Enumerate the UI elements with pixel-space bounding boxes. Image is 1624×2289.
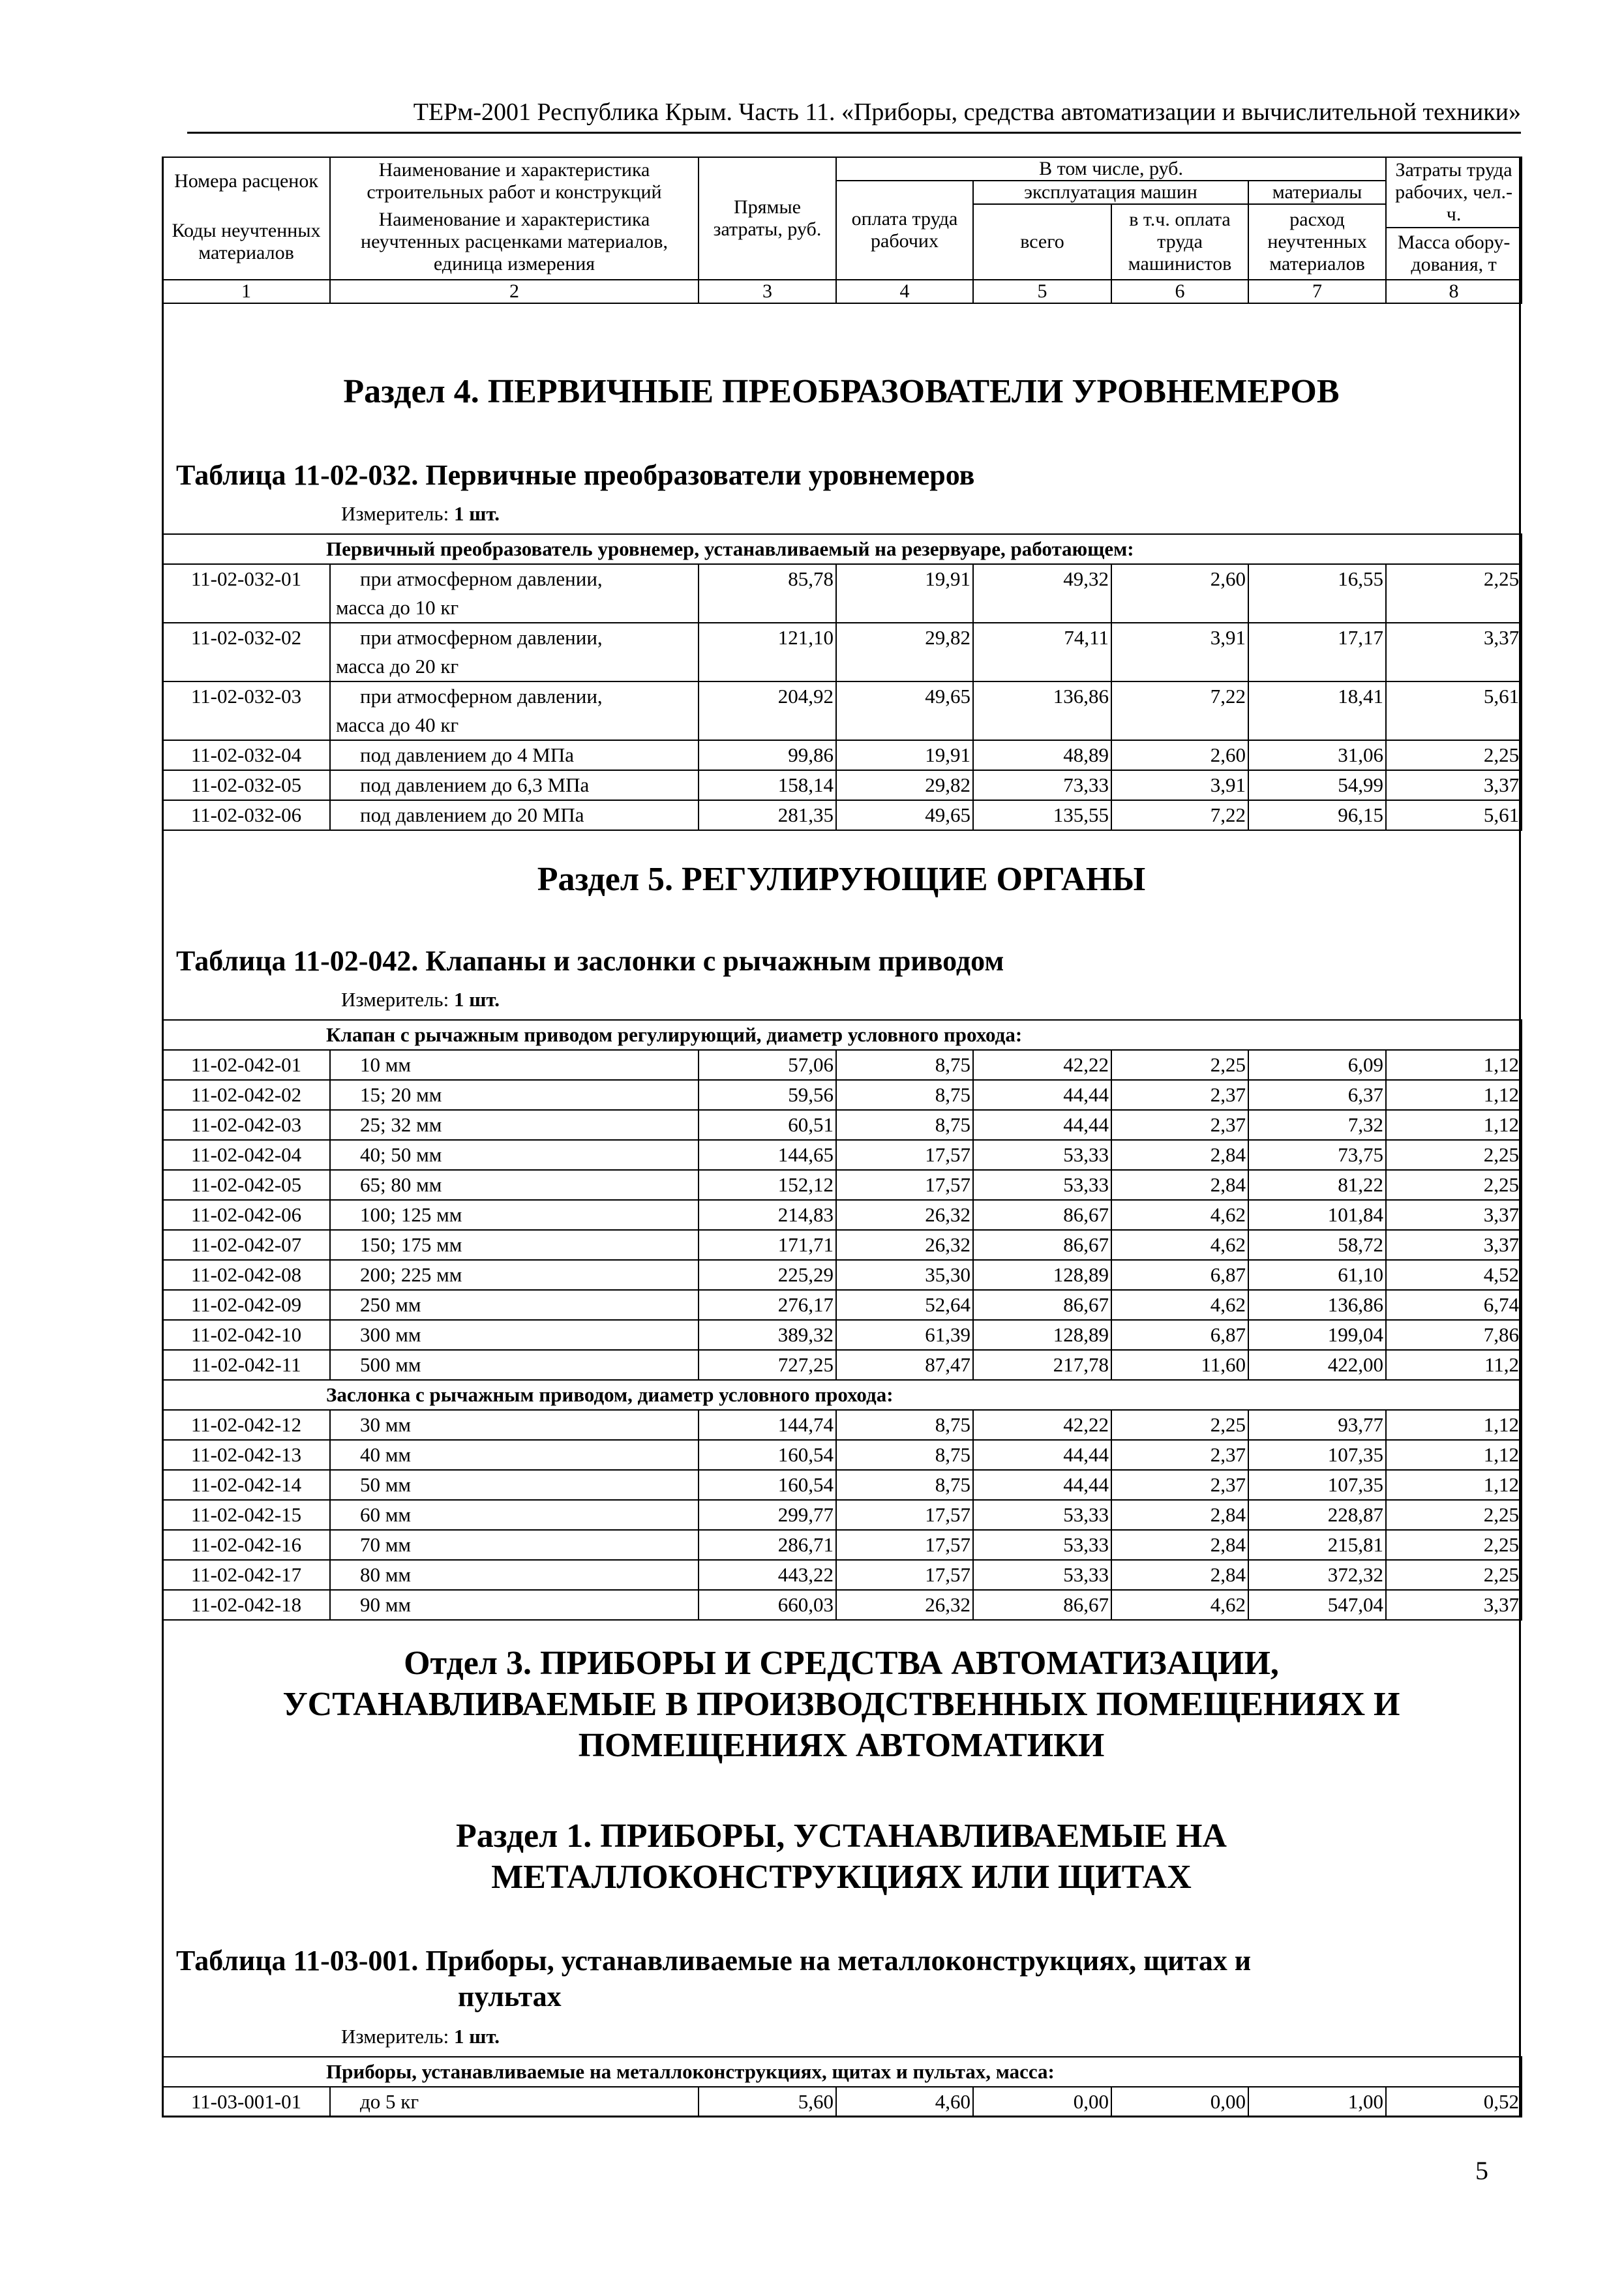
- labor-hours: 3,37: [1386, 1590, 1522, 1620]
- direct-costs: 171,71: [699, 1230, 836, 1260]
- machinists-pay: 2,25: [1111, 1050, 1248, 1080]
- machines-total: 42,22: [973, 1410, 1111, 1440]
- machines-total: 217,78: [973, 1350, 1111, 1380]
- materials: 6,37: [1248, 1080, 1386, 1110]
- item-name-line2: масса до 20 кг: [336, 655, 459, 678]
- machines-total: 44,44: [973, 1470, 1111, 1500]
- direct-costs: 160,54: [699, 1470, 836, 1500]
- table-row: [162, 1140, 1522, 1170]
- worker-pay: 17,57: [836, 1140, 973, 1170]
- materials: 17,17: [1248, 623, 1386, 681]
- item-name: 70 мм: [330, 1530, 699, 1560]
- direct-costs: 389,32: [699, 1320, 836, 1350]
- hdr-c3: Прямые затраты, руб.: [699, 157, 836, 280]
- table-row: [162, 1050, 1522, 1080]
- worker-pay: 49,65: [836, 800, 973, 830]
- table-row: [162, 1590, 1522, 1620]
- item-name: 40 мм: [330, 1440, 699, 1470]
- labor-hours: 5,61: [1386, 800, 1522, 830]
- item-name: [330, 623, 699, 681]
- table-11-02-042-title: Таблица 11-02-042. Клапаны и заслонки с рычажным приводом: [176, 945, 1004, 977]
- materials: 199,04: [1248, 1320, 1386, 1350]
- direct-costs: 5,60: [699, 2087, 836, 2117]
- section-5-title: Раздел 5. РЕГУЛИРУЮЩИЕ ОРГАНЫ: [537, 861, 1146, 898]
- group-heading: Приборы, устанавливаемые на металлоконструкциях, щитах и пультах, масса:: [162, 2057, 1522, 2087]
- measure-line: Измеритель: 1 шт.: [341, 2025, 500, 2048]
- table-row: [162, 1170, 1522, 1200]
- worker-pay: 52,64: [836, 1290, 973, 1320]
- labor-hours: 1,12: [1386, 1110, 1522, 1140]
- materials: 136,86: [1248, 1290, 1386, 1320]
- item-name: 300 мм: [330, 1320, 699, 1350]
- item-name-line1: при атмосферном давлении,: [360, 567, 603, 590]
- materials: 93,77: [1248, 1410, 1386, 1440]
- table-row: [162, 1500, 1522, 1530]
- machinists-pay: 0,00: [1111, 2087, 1248, 2117]
- otdel-3-title-line3: ПОМЕЩЕНИЯХ АВТОМАТИКИ: [578, 1727, 1105, 1764]
- rate-code: 11-02-042-04: [162, 1140, 330, 1170]
- otdel-3-title-line2: УСТАНАВЛИВАЕМЫЕ В ПРОИЗВОДСТВЕННЫХ ПОМЕЩЕНИЯХ И: [282, 1686, 1400, 1723]
- machines-total: 48,89: [973, 740, 1111, 770]
- table-row: [162, 1440, 1522, 1470]
- machinists-pay: 7,22: [1111, 681, 1248, 740]
- direct-costs: 286,71: [699, 1530, 836, 1560]
- rate-code: 11-02-042-08: [162, 1260, 330, 1290]
- hdr-c2-top: Наименование и характеристика строительных работ и конструкций: [330, 157, 699, 204]
- table-row: [162, 564, 1522, 623]
- section-4-title: Раздел 4. ПЕРВИЧНЫЕ ПРЕОБРАЗОВАТЕЛИ УРОВНЕМЕРОВ: [343, 373, 1340, 410]
- hdr-in-that: В том числе, руб.: [836, 157, 1386, 181]
- machines-total: 42,22: [973, 1050, 1111, 1080]
- table-row: [162, 1410, 1522, 1440]
- direct-costs: 276,17: [699, 1290, 836, 1320]
- materials: 1,00: [1248, 2087, 1386, 2117]
- col-num-3: 3: [699, 280, 836, 303]
- machines-total: 44,44: [973, 1110, 1111, 1140]
- direct-costs: 160,54: [699, 1440, 836, 1470]
- rate-code: 11-02-042-12: [162, 1410, 330, 1440]
- col-num-6: 6: [1111, 280, 1248, 303]
- rate-code: 11-02-032-04: [162, 740, 330, 770]
- rate-code: 11-02-042-03: [162, 1110, 330, 1140]
- worker-pay: 26,32: [836, 1230, 973, 1260]
- worker-pay: 26,32: [836, 1590, 973, 1620]
- otdel-3-title-line1: Отдел 3. ПРИБОРЫ И СРЕДСТВА АВТОМАТИЗАЦИИ,: [404, 1645, 1279, 1682]
- group-heading-row: [162, 2057, 1522, 2087]
- rate-code: 11-02-042-02: [162, 1080, 330, 1110]
- hdr-c4: оплата труда рабочих: [836, 181, 973, 280]
- labor-hours: 2,25: [1386, 1140, 1522, 1170]
- item-name: [330, 681, 699, 740]
- measure-line: Измеритель: 1 шт.: [341, 502, 500, 525]
- rate-code: 11-02-042-07: [162, 1230, 330, 1260]
- table-row: [162, 1200, 1522, 1230]
- group-heading-row: [162, 1380, 1522, 1410]
- worker-pay: 29,82: [836, 770, 973, 800]
- machinists-pay: 2,60: [1111, 740, 1248, 770]
- item-name-line1: при атмосферном давлении,: [360, 626, 603, 649]
- item-name-line2: масса до 10 кг: [336, 596, 459, 619]
- worker-pay: 35,30: [836, 1260, 973, 1290]
- rate-code: 11-02-032-06: [162, 800, 330, 830]
- labor-hours: 3,37: [1386, 623, 1522, 681]
- worker-pay: 19,91: [836, 564, 973, 623]
- worker-pay: 29,82: [836, 623, 973, 681]
- machinists-pay: 4,62: [1111, 1290, 1248, 1320]
- hdr-c1-bottom: Коды неучтенных материалов: [162, 204, 330, 280]
- rate-code: 11-02-042-09: [162, 1290, 330, 1320]
- worker-pay: 19,91: [836, 740, 973, 770]
- labor-hours: 2,25: [1386, 740, 1522, 770]
- hdr-machines: эксплуатация машин: [973, 181, 1248, 204]
- item-name: 30 мм: [330, 1410, 699, 1440]
- rate-code: 11-02-032-05: [162, 770, 330, 800]
- direct-costs: 299,77: [699, 1500, 836, 1530]
- machines-total: 44,44: [973, 1080, 1111, 1110]
- item-name: 65; 80 мм: [330, 1170, 699, 1200]
- rate-code: 11-02-042-05: [162, 1170, 330, 1200]
- direct-costs: 59,56: [699, 1080, 836, 1110]
- direct-costs: 144,74: [699, 1410, 836, 1440]
- labor-hours: 2,25: [1386, 1500, 1522, 1530]
- rate-code: 11-02-042-11: [162, 1350, 330, 1380]
- machinists-pay: 2,84: [1111, 1530, 1248, 1560]
- table-11-03-001-title-line1: Таблица 11-03-001. Приборы, устанавливаемые на металлоконструкциях, щитах и: [176, 1945, 1252, 1977]
- machinists-pay: 4,62: [1111, 1230, 1248, 1260]
- table-row: [162, 2087, 1522, 2117]
- labor-hours: 3,37: [1386, 1230, 1522, 1260]
- labor-hours: 1,12: [1386, 1470, 1522, 1500]
- machines-total: 53,33: [973, 1170, 1111, 1200]
- table-row: [162, 1110, 1522, 1140]
- machines-total: 53,33: [973, 1500, 1111, 1530]
- table-row: [162, 681, 1522, 740]
- item-name: до 5 кг: [330, 2087, 699, 2117]
- item-name-line2: масса до 40 кг: [336, 713, 459, 736]
- table-row: [162, 1470, 1522, 1500]
- worker-pay: 87,47: [836, 1350, 973, 1380]
- machinists-pay: 2,37: [1111, 1470, 1248, 1500]
- materials: 16,55: [1248, 564, 1386, 623]
- rate-code: 11-02-042-16: [162, 1530, 330, 1560]
- machines-total: 53,33: [973, 1560, 1111, 1590]
- item-name-line1: при атмосферном давлении,: [360, 685, 603, 708]
- labor-hours: 1,12: [1386, 1410, 1522, 1440]
- col-num-1: 1: [162, 280, 330, 303]
- col-num-2: 2: [330, 280, 699, 303]
- materials: 73,75: [1248, 1140, 1386, 1170]
- group-heading: Заслонка с рычажным приводом, диаметр условного прохода:: [162, 1380, 1522, 1410]
- labor-hours: 5,61: [1386, 681, 1522, 740]
- col-num-5: 5: [973, 280, 1111, 303]
- machinists-pay: 2,84: [1111, 1500, 1248, 1530]
- materials: 7,32: [1248, 1110, 1386, 1140]
- direct-costs: 158,14: [699, 770, 836, 800]
- item-name: 100; 125 мм: [330, 1200, 699, 1230]
- item-name: 15; 20 мм: [330, 1080, 699, 1110]
- worker-pay: 4,60: [836, 2087, 973, 2117]
- section-1-title-line1: Раздел 1. ПРИБОРЫ, УСТАНАВЛИВАЕМЫЕ НА: [456, 1818, 1227, 1855]
- item-name: 50 мм: [330, 1470, 699, 1500]
- direct-costs: 85,78: [699, 564, 836, 623]
- materials: 81,22: [1248, 1170, 1386, 1200]
- labor-hours: 2,25: [1386, 1560, 1522, 1590]
- item-name: под давлением до 20 МПа: [330, 800, 699, 830]
- materials: 58,72: [1248, 1230, 1386, 1260]
- worker-pay: 17,57: [836, 1500, 973, 1530]
- machinists-pay: 3,91: [1111, 623, 1248, 681]
- worker-pay: 8,75: [836, 1080, 973, 1110]
- labor-hours: 6,74: [1386, 1290, 1522, 1320]
- page-number: 5: [1475, 2156, 1488, 2185]
- rate-code: 11-02-032-03: [162, 681, 330, 740]
- rate-code: 11-02-032-02: [162, 623, 330, 681]
- hdr-materials: материалы: [1248, 181, 1386, 204]
- labor-hours: 1,12: [1386, 1440, 1522, 1470]
- machinists-pay: 2,84: [1111, 1560, 1248, 1590]
- table-11-02-032: [162, 533, 1522, 831]
- item-name: 90 мм: [330, 1590, 699, 1620]
- item-name: 250 мм: [330, 1290, 699, 1320]
- rate-code: 11-02-042-06: [162, 1200, 330, 1230]
- direct-costs: 144,65: [699, 1140, 836, 1170]
- worker-pay: 26,32: [836, 1200, 973, 1230]
- hdr-c6: в т.ч. оплата труда машинистов: [1111, 204, 1248, 280]
- table-row: [162, 1350, 1522, 1380]
- worker-pay: 17,57: [836, 1560, 973, 1590]
- machinists-pay: 2,37: [1111, 1110, 1248, 1140]
- item-name: 40; 50 мм: [330, 1140, 699, 1170]
- machines-total: 86,67: [973, 1290, 1111, 1320]
- machinists-pay: 2,37: [1111, 1440, 1248, 1470]
- machinists-pay: 2,84: [1111, 1170, 1248, 1200]
- table-row: [162, 1230, 1522, 1260]
- hdr-c8-top: Затраты труда рабочих, чел.-ч.: [1386, 157, 1522, 228]
- machines-total: 73,33: [973, 770, 1111, 800]
- rate-code: 11-02-042-15: [162, 1500, 330, 1530]
- labor-hours: 2,25: [1386, 564, 1522, 623]
- labor-hours: 2,25: [1386, 1530, 1522, 1560]
- machinists-pay: 3,91: [1111, 770, 1248, 800]
- worker-pay: 8,75: [836, 1050, 973, 1080]
- worker-pay: 17,57: [836, 1170, 973, 1200]
- direct-costs: 214,83: [699, 1200, 836, 1230]
- direct-costs: 225,29: [699, 1260, 836, 1290]
- item-name: [330, 564, 699, 623]
- table-11-03-001-title-line2: пультах: [458, 1981, 562, 2012]
- item-name: 150; 175 мм: [330, 1230, 699, 1260]
- machines-total: 44,44: [973, 1440, 1111, 1470]
- table-row: [162, 1290, 1522, 1320]
- labor-hours: 0,52: [1386, 2087, 1522, 2117]
- group-heading-row: [162, 1020, 1522, 1050]
- materials: 31,06: [1248, 740, 1386, 770]
- hdr-c2-bottom: Наименование и характеристика неучтенных расценками материалов, единица измерения: [330, 204, 699, 280]
- direct-costs: 204,92: [699, 681, 836, 740]
- section-1-title-line2: МЕТАЛЛОКОНСТРУКЦИЯХ ИЛИ ЩИТАХ: [491, 1859, 1192, 1896]
- labor-hours: 3,37: [1386, 1200, 1522, 1230]
- running-header: ТЕРм-2001 Республика Крым. Часть 11. «Приборы, средства автоматизации и вычислительной техники»: [187, 98, 1521, 134]
- materials: 215,81: [1248, 1530, 1386, 1560]
- materials: 6,09: [1248, 1050, 1386, 1080]
- machinists-pay: 6,87: [1111, 1260, 1248, 1290]
- machines-total: 53,33: [973, 1140, 1111, 1170]
- labor-hours: 4,52: [1386, 1260, 1522, 1290]
- table-11-02-032-title: Таблица 11-02-032. Первичные преобразователи уровнемеров: [176, 459, 975, 491]
- table-row: [162, 1080, 1522, 1110]
- group-heading-row: [162, 534, 1522, 564]
- direct-costs: 727,25: [699, 1350, 836, 1380]
- labor-hours: 1,12: [1386, 1080, 1522, 1110]
- hdr-c1-top: Номера расценок: [162, 157, 330, 204]
- materials: 228,87: [1248, 1500, 1386, 1530]
- column-header-table: [162, 157, 1522, 304]
- machines-total: 86,67: [973, 1590, 1111, 1620]
- materials: 96,15: [1248, 800, 1386, 830]
- worker-pay: 8,75: [836, 1410, 973, 1440]
- col-num-8: 8: [1386, 280, 1522, 303]
- machines-total: 0,00: [973, 2087, 1111, 2117]
- materials: 101,84: [1248, 1200, 1386, 1230]
- table-row: [162, 800, 1522, 830]
- machines-total: 53,33: [973, 1530, 1111, 1560]
- hdr-c7: расход неучтенных материалов: [1248, 204, 1386, 280]
- direct-costs: 660,03: [699, 1590, 836, 1620]
- direct-costs: 443,22: [699, 1560, 836, 1590]
- machinists-pay: 4,62: [1111, 1590, 1248, 1620]
- worker-pay: 61,39: [836, 1320, 973, 1350]
- rate-code: 11-02-042-14: [162, 1470, 330, 1500]
- col-num-4: 4: [836, 280, 973, 303]
- materials: 107,35: [1248, 1440, 1386, 1470]
- worker-pay: 8,75: [836, 1110, 973, 1140]
- rate-code: 11-02-042-17: [162, 1560, 330, 1590]
- worker-pay: 17,57: [836, 1530, 973, 1560]
- machinists-pay: 6,87: [1111, 1320, 1248, 1350]
- measure-line: Измеритель: 1 шт.: [341, 988, 500, 1011]
- rate-code: 11-03-001-01: [162, 2087, 330, 2117]
- labor-hours: 2,25: [1386, 1170, 1522, 1200]
- machines-total: 86,67: [973, 1200, 1111, 1230]
- materials: 54,99: [1248, 770, 1386, 800]
- materials: 547,04: [1248, 1590, 1386, 1620]
- item-name: под давлением до 4 МПа: [330, 740, 699, 770]
- table-row: [162, 740, 1522, 770]
- rate-code: 11-02-042-18: [162, 1590, 330, 1620]
- machines-total: 74,11: [973, 623, 1111, 681]
- table-row: [162, 1320, 1522, 1350]
- table-11-02-042: [162, 1019, 1522, 1621]
- machines-total: 49,32: [973, 564, 1111, 623]
- rate-code: 11-02-032-01: [162, 564, 330, 623]
- group-heading: Клапан с рычажным приводом регулирующий, диаметр условного прохода:: [162, 1020, 1522, 1050]
- labor-hours: 7,86: [1386, 1320, 1522, 1350]
- machines-total: 135,55: [973, 800, 1111, 830]
- item-name: 80 мм: [330, 1560, 699, 1590]
- machinists-pay: 2,37: [1111, 1080, 1248, 1110]
- item-name: 200; 225 мм: [330, 1260, 699, 1290]
- direct-costs: 121,10: [699, 623, 836, 681]
- machines-total: 86,67: [973, 1230, 1111, 1260]
- table-row: [162, 770, 1522, 800]
- table-row: [162, 1560, 1522, 1590]
- machinists-pay: 2,84: [1111, 1140, 1248, 1170]
- direct-costs: 152,12: [699, 1170, 836, 1200]
- table-row: [162, 1260, 1522, 1290]
- materials: 18,41: [1248, 681, 1386, 740]
- machines-total: 128,89: [973, 1320, 1111, 1350]
- table-row: [162, 623, 1522, 681]
- item-name: 500 мм: [330, 1350, 699, 1380]
- rate-code: 11-02-042-01: [162, 1050, 330, 1080]
- rate-code: 11-02-042-10: [162, 1320, 330, 1350]
- labor-hours: 1,12: [1386, 1050, 1522, 1080]
- col-num-7: 7: [1248, 280, 1386, 303]
- machinists-pay: 2,25: [1111, 1410, 1248, 1440]
- materials: 61,10: [1248, 1260, 1386, 1290]
- item-name: 25; 32 мм: [330, 1110, 699, 1140]
- worker-pay: 49,65: [836, 681, 973, 740]
- materials: 422,00: [1248, 1350, 1386, 1380]
- machinists-pay: 11,60: [1111, 1350, 1248, 1380]
- item-name: 60 мм: [330, 1500, 699, 1530]
- machinists-pay: 7,22: [1111, 800, 1248, 830]
- direct-costs: 281,35: [699, 800, 836, 830]
- table-row: [162, 1530, 1522, 1560]
- machines-total: 128,89: [973, 1260, 1111, 1290]
- materials: 372,32: [1248, 1560, 1386, 1590]
- hdr-c5: всего: [973, 204, 1111, 280]
- direct-costs: 99,86: [699, 740, 836, 770]
- machines-total: 136,86: [973, 681, 1111, 740]
- rate-code: 11-02-042-13: [162, 1440, 330, 1470]
- group-heading: Первичный преобразователь уровнемер, устанавливаемый на резервуаре, работающем:: [162, 534, 1522, 564]
- materials: 107,35: [1248, 1470, 1386, 1500]
- worker-pay: 8,75: [836, 1470, 973, 1500]
- item-name: под давлением до 6,3 МПа: [330, 770, 699, 800]
- table-11-03-001: [162, 2056, 1522, 2117]
- worker-pay: 8,75: [836, 1440, 973, 1470]
- item-name: 10 мм: [330, 1050, 699, 1080]
- direct-costs: 60,51: [699, 1110, 836, 1140]
- hdr-c8-bottom: Масса обору-дования, т: [1386, 228, 1522, 280]
- labor-hours: 11,2: [1386, 1350, 1522, 1380]
- labor-hours: 3,37: [1386, 770, 1522, 800]
- machinists-pay: 2,60: [1111, 564, 1248, 623]
- direct-costs: 57,06: [699, 1050, 836, 1080]
- machinists-pay: 4,62: [1111, 1200, 1248, 1230]
